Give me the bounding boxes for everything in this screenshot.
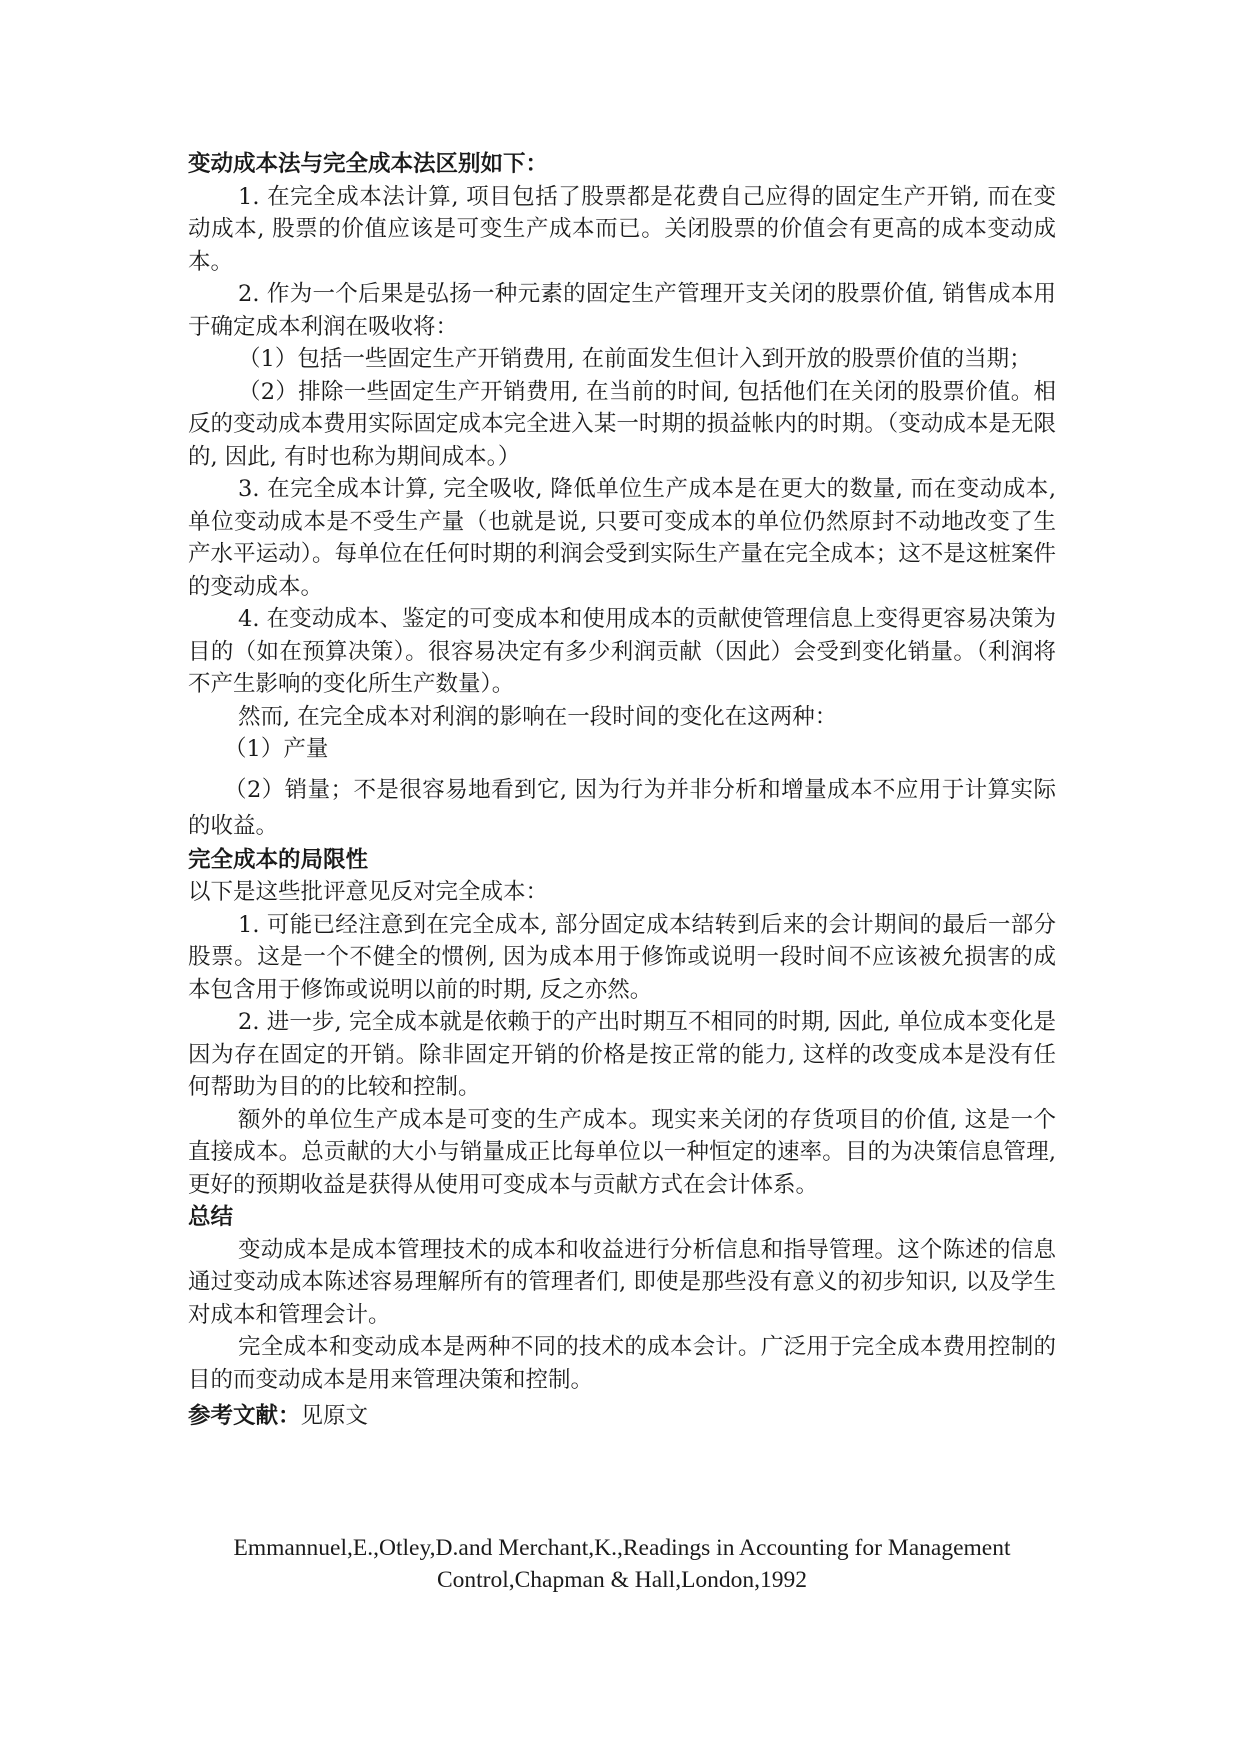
paragraph-difference-2-item-2: （2）排除一些固定生产开销费用, 在当前的时间, 包括他们在关闭的股票价值。相反的变动成本费用实际固定成本完全进入某一时期的损益帐内的时期。（变动成本是无限的, 因此, 有时也称为期间成本。）	[188, 378, 1056, 470]
citation-line-2: Control,Chapman & Hall,London,1992	[436, 1567, 808, 1593]
citation-line-1: Emmannuel,E.,Otley,D.and Merchant,K.,Readings in Accounting for Management	[233, 1535, 1011, 1561]
citation	[188, 1532, 1056, 1596]
section-heading-differences: 变动成本法与完全成本法区别如下：	[188, 151, 549, 177]
paragraph-summary-2: 完全成本和变动成本是两种不同的技术的成本会计。广泛用于完全成本费用控制的目的而变动成本是用来管理决策和控制。	[188, 1334, 1056, 1393]
paragraph-limitations-intro: 以下是这些批评意见反对完全成本：	[188, 879, 549, 905]
paragraph-difference-4: 4. 在变动成本、鉴定的可变成本和使用成本的贡献使管理信息上变得更容易决策为目的（如在预算决策）。很容易决定有多少利润贡献（因此）会受到变化销量。（利润将不产生影响的变化所生产数量）。	[188, 606, 1056, 697]
paragraph-limitation-3: 额外的单位生产成本是可变的生产成本。现实来关闭的存货项目的价值, 这是一个直接成本。总贡献的大小与销量成正比每单位以一种恒定的速率。目的为决策信息管理, 更好的预期收益是获得从使用可变成本与贡献方式在会计体系。	[188, 1106, 1056, 1198]
references-label: 参考文献：	[188, 1403, 301, 1429]
paragraph-difference-3: 3. 在完全成本计算, 完全吸收, 降低单位生产成本是在更大的数量, 而在变动成本, 单位变动成本是不受生产量（也就是说, 只要可变成本的单位仍然原封不动地改变了生产水平运动）。每单位在任何时期的利润会受到实际生产量在完全成本；这不是这桩案件的变动成本。	[188, 476, 1056, 600]
list-item-production: （1）产量	[224, 736, 329, 762]
references-line	[188, 1400, 1056, 1433]
references-value: 见原文	[300, 1403, 369, 1429]
paragraph-difference-2: 2. 作为一个后果是弘扬一种元素的固定生产管理开支关闭的股票价值, 销售成本用于确定成本利润在吸收将：	[188, 281, 1056, 340]
paragraph-difference-1: 1. 在完全成本法计算, 项目包括了股票都是花费自己应得的固定生产开销, 而在变动成本, 股票的价值应该是可变生产成本而已。关闭股票的价值会有更高的成本变动成本。	[188, 183, 1056, 275]
list-item-sales: （2）销量；不是很容易地看到它, 因为行为并非分析和增量成本不应用于计算实际的收益。	[188, 776, 1056, 839]
paragraph-summary-1: 变动成本是成本管理技术的成本和收益进行分析信息和指导管理。这个陈述的信息通过变动成本陈述容易理解所有的管理者们, 即使是那些没有意义的初步知识, 以及学生对成本和管理会计。	[188, 1236, 1056, 1328]
section-heading-summary: 总结	[188, 1204, 234, 1230]
document-body	[188, 148, 1056, 1433]
section-heading-limitations: 完全成本的局限性	[188, 846, 369, 873]
paragraph-limitation-1: 1. 可能已经注意到在完全成本, 部分固定成本结转到后来的会计期间的最后一部分股票。这是一个不健全的惯例, 因为成本用于修饰或说明一段时间不应该被允损害的成本包含用于修饰或说明以前的时期, 反之亦然。	[188, 911, 1056, 1003]
paragraph-difference-2-item-1: （1）包括一些固定生产开销费用, 在前面发生但计入到开放的股票价值的当期；	[238, 346, 1032, 372]
paragraph-limitation-2: 2. 进一步, 完全成本就是依赖于的产出时期互不相同的时期, 因此, 单位成本变化是因为存在固定的开销。除非固定开销的价格是按正常的能力, 这样的改变成本是没有任何帮助为目的的比较和控制。	[188, 1009, 1056, 1100]
paragraph-however: 然而, 在完全成本对利润的影响在一段时间的变化在这两种：	[238, 703, 838, 730]
